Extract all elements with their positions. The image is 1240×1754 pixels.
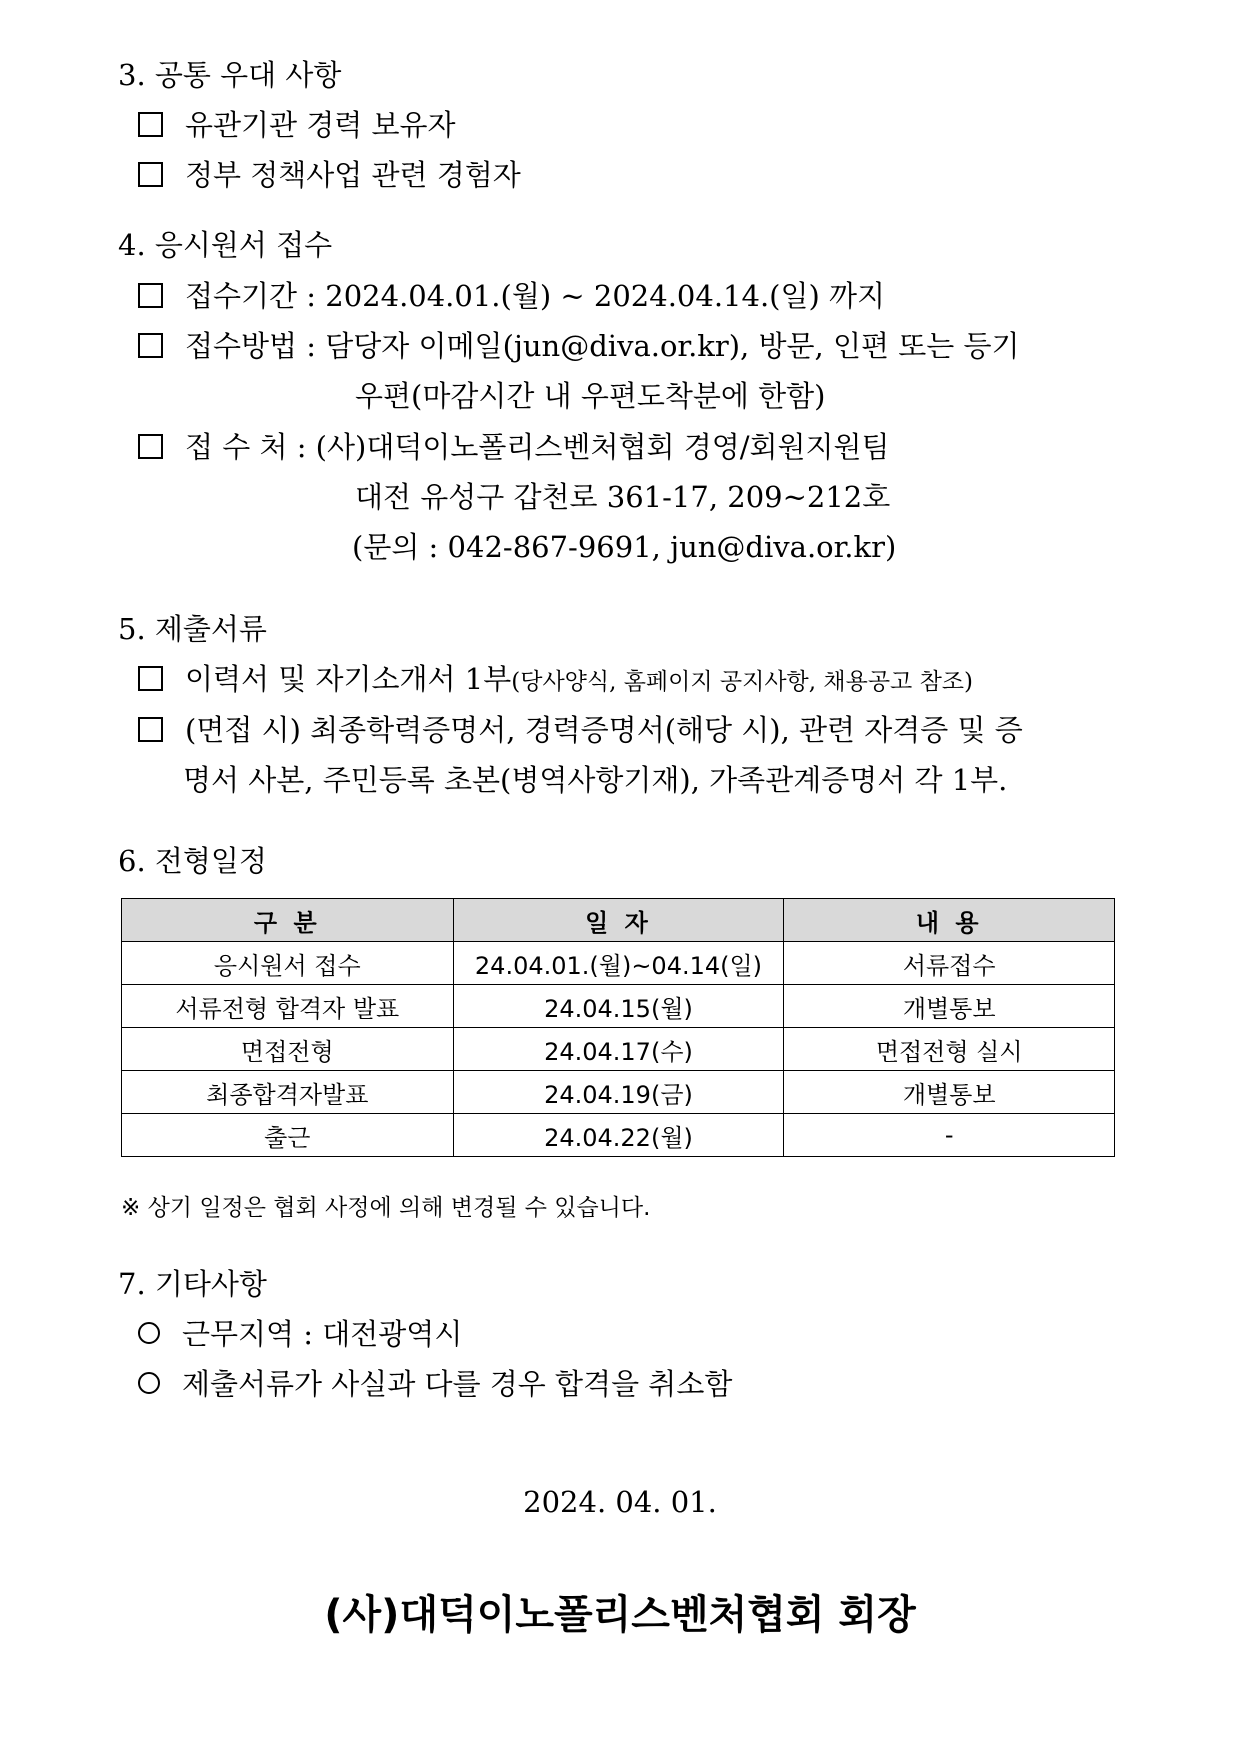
header-category: 구 분 xyxy=(122,899,454,942)
schedule-note: ※ 상기 일정은 협회 사정에 의해 변경될 수 있습니다. xyxy=(121,1195,651,1221)
s5-item-2-text: (면접 시) 최종학력증명서, 경력증명서(해당 시), 관련 자격증 및 증 xyxy=(185,713,1023,747)
section-3-title: 3. 공통 우대 사항 xyxy=(118,58,342,92)
checkbox-icon xyxy=(138,666,163,691)
cell-date: 24.04.01.(월)~04.14(일) xyxy=(453,942,784,985)
cell-date: 24.04.22(월) xyxy=(453,1114,784,1157)
s7-item-2 xyxy=(138,1364,732,1404)
cell-content: 개별통보 xyxy=(784,1071,1115,1114)
s4-period xyxy=(138,276,885,316)
s4-address: 대전 유성구 갑천로 361-17, 209~212호 xyxy=(355,480,891,514)
checkbox-icon xyxy=(138,717,163,742)
s5-item-1-text: 이력서 및 자기소개서 1부 xyxy=(185,662,512,696)
table-header-row xyxy=(122,899,1115,942)
section-6-title: 6. 전형일정 xyxy=(118,844,267,878)
table-row xyxy=(122,1028,1115,1071)
s4-method xyxy=(138,326,1019,366)
cell-date: 24.04.15(월) xyxy=(453,985,784,1028)
circle-bullet-icon xyxy=(138,1322,160,1344)
checkbox-icon xyxy=(138,283,163,308)
s4-place-text: 접 수 처 : (사)대덕이노폴리스벤처협회 경영/회원지원팀 xyxy=(185,430,890,464)
s4-method-cont: 우편(마감시간 내 우편도착분에 한함) xyxy=(355,379,826,413)
cell-date: 24.04.19(금) xyxy=(453,1071,784,1114)
s5-item-2-cont: 명서 사본, 주민등록 초본(병역사항기재), 가족관계증명서 각 1부. xyxy=(183,763,1008,797)
section-5-title: 5. 제출서류 xyxy=(118,612,267,646)
section-7-title: 7. 기타사항 xyxy=(118,1267,267,1301)
cell-category: 출근 xyxy=(122,1114,454,1157)
checkbox-icon xyxy=(138,162,163,187)
s3-item-2-text: 정부 정책사업 관련 경험자 xyxy=(185,158,521,192)
s4-period-text: 접수기간 : 2024.04.01.(월) ~ 2024.04.14.(일) 까지 xyxy=(185,279,886,313)
s7-item-1-text: 근무지역 : 대전광역시 xyxy=(182,1317,463,1351)
s5-item-1 xyxy=(138,659,973,702)
header-content: 내 용 xyxy=(784,899,1115,942)
checkbox-icon xyxy=(138,112,163,137)
cell-category: 서류전형 합격자 발표 xyxy=(122,985,454,1028)
s4-place xyxy=(138,427,890,467)
cell-content: 개별통보 xyxy=(784,985,1115,1028)
header-date: 일 자 xyxy=(453,899,784,942)
section-4-title: 4. 응시원서 접수 xyxy=(118,228,333,262)
s7-item-2-text: 제출서류가 사실과 다를 경우 합격을 취소함 xyxy=(182,1367,733,1401)
cell-content: 면접전형 실시 xyxy=(784,1028,1115,1071)
s3-item-1-text: 유관기관 경력 보유자 xyxy=(185,108,456,142)
cell-category: 최종합격자발표 xyxy=(122,1071,454,1114)
schedule-table xyxy=(121,898,1115,1157)
cell-content: 서류접수 xyxy=(784,942,1115,985)
s3-item-1 xyxy=(138,105,456,145)
cell-category: 응시원서 접수 xyxy=(122,942,454,985)
table-row xyxy=(122,1071,1115,1114)
circle-bullet-icon xyxy=(138,1372,160,1394)
signature: (사)대덕이노폴리스벤처협회 회장 xyxy=(324,1592,916,1638)
document-date: 2024. 04. 01. xyxy=(523,1485,717,1519)
s5-item-1-note: (당사양식, 홈페이지 공지사항, 채용공고 참조) xyxy=(511,669,973,695)
s7-item-1 xyxy=(138,1314,462,1354)
checkbox-icon xyxy=(138,434,163,459)
s3-item-2 xyxy=(138,155,521,195)
cell-date: 24.04.17(수) xyxy=(453,1028,784,1071)
s5-item-2 xyxy=(138,710,1023,750)
cell-content: - xyxy=(784,1114,1115,1157)
table-row xyxy=(122,985,1115,1028)
table-row xyxy=(122,942,1115,985)
s4-contact: (문의 : 042-867-9691, jun@diva.or.kr) xyxy=(352,530,897,564)
table-row xyxy=(122,1114,1115,1157)
checkbox-icon xyxy=(138,333,163,358)
cell-category: 면접전형 xyxy=(122,1028,454,1071)
s4-method-text: 접수방법 : 담당자 이메일(jun@diva.or.kr), 방문, 인편 또는 등기 xyxy=(185,329,1020,363)
